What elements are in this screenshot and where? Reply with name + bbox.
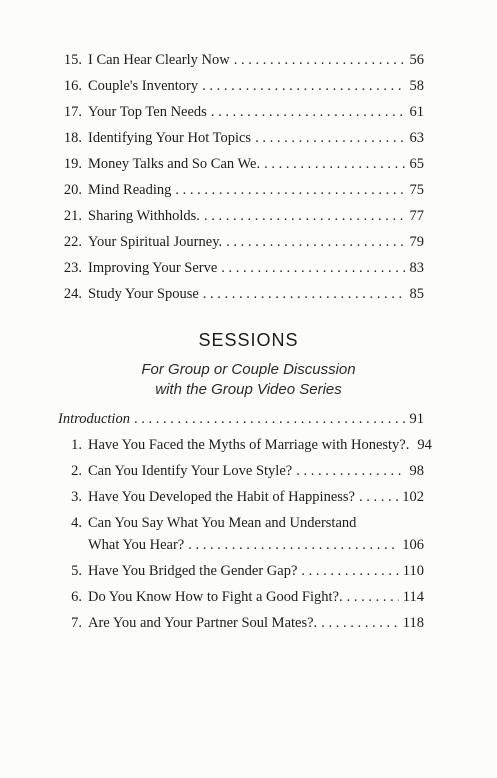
entry-title: Your Spiritual Journey. xyxy=(88,234,223,250)
toc-entry xyxy=(58,258,424,278)
dot-leader xyxy=(234,50,406,70)
dot-leader xyxy=(188,535,398,555)
dot-leader xyxy=(202,76,405,96)
dot-leader xyxy=(134,409,406,429)
entry-page: 85 xyxy=(409,286,424,302)
entry-title: Money Talks and So Can We. xyxy=(88,156,261,172)
entry-title: Can You Say What You Mean and Understand xyxy=(88,515,357,531)
entry-page: 75 xyxy=(409,182,424,198)
entry-page: 110 xyxy=(402,563,424,579)
session-entry xyxy=(58,487,424,507)
entry-page: 77 xyxy=(409,208,424,224)
entry-page: 63 xyxy=(409,130,424,146)
entry-title: Have You Bridged the Gender Gap? xyxy=(88,563,298,579)
entry-page: 98 xyxy=(409,463,424,479)
dot-leader xyxy=(204,206,406,226)
entry-number: 1. xyxy=(71,437,82,453)
entry-number: 24. xyxy=(63,286,82,302)
session-entry xyxy=(58,513,424,533)
dot-leader xyxy=(321,613,399,633)
session-entry xyxy=(58,561,424,581)
entry-title: Improving Your Serve xyxy=(88,260,218,276)
entry-number: 6. xyxy=(71,589,82,605)
entry-title: Couple's Inventory xyxy=(88,78,199,94)
entry-page: 102 xyxy=(402,489,424,505)
entry-title: Study Your Spouse xyxy=(88,286,199,302)
toc-entry xyxy=(58,232,424,252)
toc-entry-introduction xyxy=(58,409,424,429)
entry-title: Your Top Ten Needs xyxy=(88,104,207,120)
dot-leader xyxy=(221,258,405,278)
entry-title: Mind Reading xyxy=(88,182,172,198)
entry-title: Introduction xyxy=(58,411,130,427)
entry-page: 91 xyxy=(409,411,424,427)
entry-page: 94 xyxy=(417,437,432,453)
dot-leader xyxy=(296,461,405,481)
entry-number: 20. xyxy=(63,182,82,198)
entry-number: 23. xyxy=(63,260,82,276)
entry-number: 22. xyxy=(63,234,82,250)
entry-title: I Can Hear Clearly Now xyxy=(88,52,230,68)
toc-entry xyxy=(58,154,424,174)
entry-title: Sharing Withholds. xyxy=(88,208,200,224)
entry-number: 5. xyxy=(71,563,82,579)
dot-leader xyxy=(264,154,405,174)
entry-page: 114 xyxy=(402,589,424,605)
entry-page: 58 xyxy=(409,78,424,94)
section-subtitle-line1: For Group or Couple Discussion xyxy=(141,361,356,378)
entry-number: 16. xyxy=(63,78,82,94)
toc-entry xyxy=(58,50,424,70)
entry-page: 79 xyxy=(409,234,424,250)
entry-number: 21. xyxy=(63,208,82,224)
entry-page: 61 xyxy=(409,104,424,120)
entry-title: Are You and Your Partner Soul Mates?. xyxy=(88,615,318,631)
session-entry xyxy=(58,613,424,633)
toc-entry xyxy=(58,284,424,304)
dot-leader xyxy=(255,128,405,148)
section-heading: SESSIONS xyxy=(198,330,299,350)
entry-title: Can You Identify Your Love Style? xyxy=(88,463,293,479)
session-entry xyxy=(58,435,432,455)
toc-entry xyxy=(58,180,424,200)
toc-entry xyxy=(58,102,424,122)
toc-entry xyxy=(58,76,424,96)
dot-leader xyxy=(203,284,406,304)
session-entry-continuation xyxy=(58,535,424,555)
entry-number: 4. xyxy=(71,515,82,531)
dot-leader xyxy=(175,180,405,200)
section-subtitle-line2: with the Group Video Series xyxy=(155,381,342,398)
entry-title: Do You Know How to Fight a Good Fight?. xyxy=(88,589,343,605)
entry-number: 7. xyxy=(71,615,82,631)
dot-leader xyxy=(347,587,399,607)
entry-number: 19. xyxy=(63,156,82,172)
entry-page: 118 xyxy=(402,615,424,631)
entry-number: 3. xyxy=(71,489,82,505)
entry-number: 15. xyxy=(63,52,82,68)
entry-title: Identifying Your Hot Topics xyxy=(88,130,252,146)
dot-leader xyxy=(211,102,406,122)
entry-page: 83 xyxy=(409,260,424,276)
entry-title: Have You Faced the Myths of Marriage with Honesty?. xyxy=(88,437,410,453)
dot-leader xyxy=(226,232,405,252)
dot-leader xyxy=(359,487,398,507)
entry-title-line2: What You Hear? xyxy=(88,537,185,553)
entry-number: 18. xyxy=(63,130,82,146)
entry-title: Have You Developed the Habit of Happiness? xyxy=(88,489,355,505)
toc-entry xyxy=(58,206,424,226)
session-entry xyxy=(58,587,424,607)
session-entry xyxy=(58,461,424,481)
entry-page: 106 xyxy=(402,537,424,553)
dot-leader xyxy=(301,561,398,581)
entry-page: 65 xyxy=(409,156,424,172)
toc-entry xyxy=(58,128,424,148)
entry-number: 17. xyxy=(63,104,82,120)
entry-number: 2. xyxy=(71,463,82,479)
entry-page: 56 xyxy=(409,52,424,68)
